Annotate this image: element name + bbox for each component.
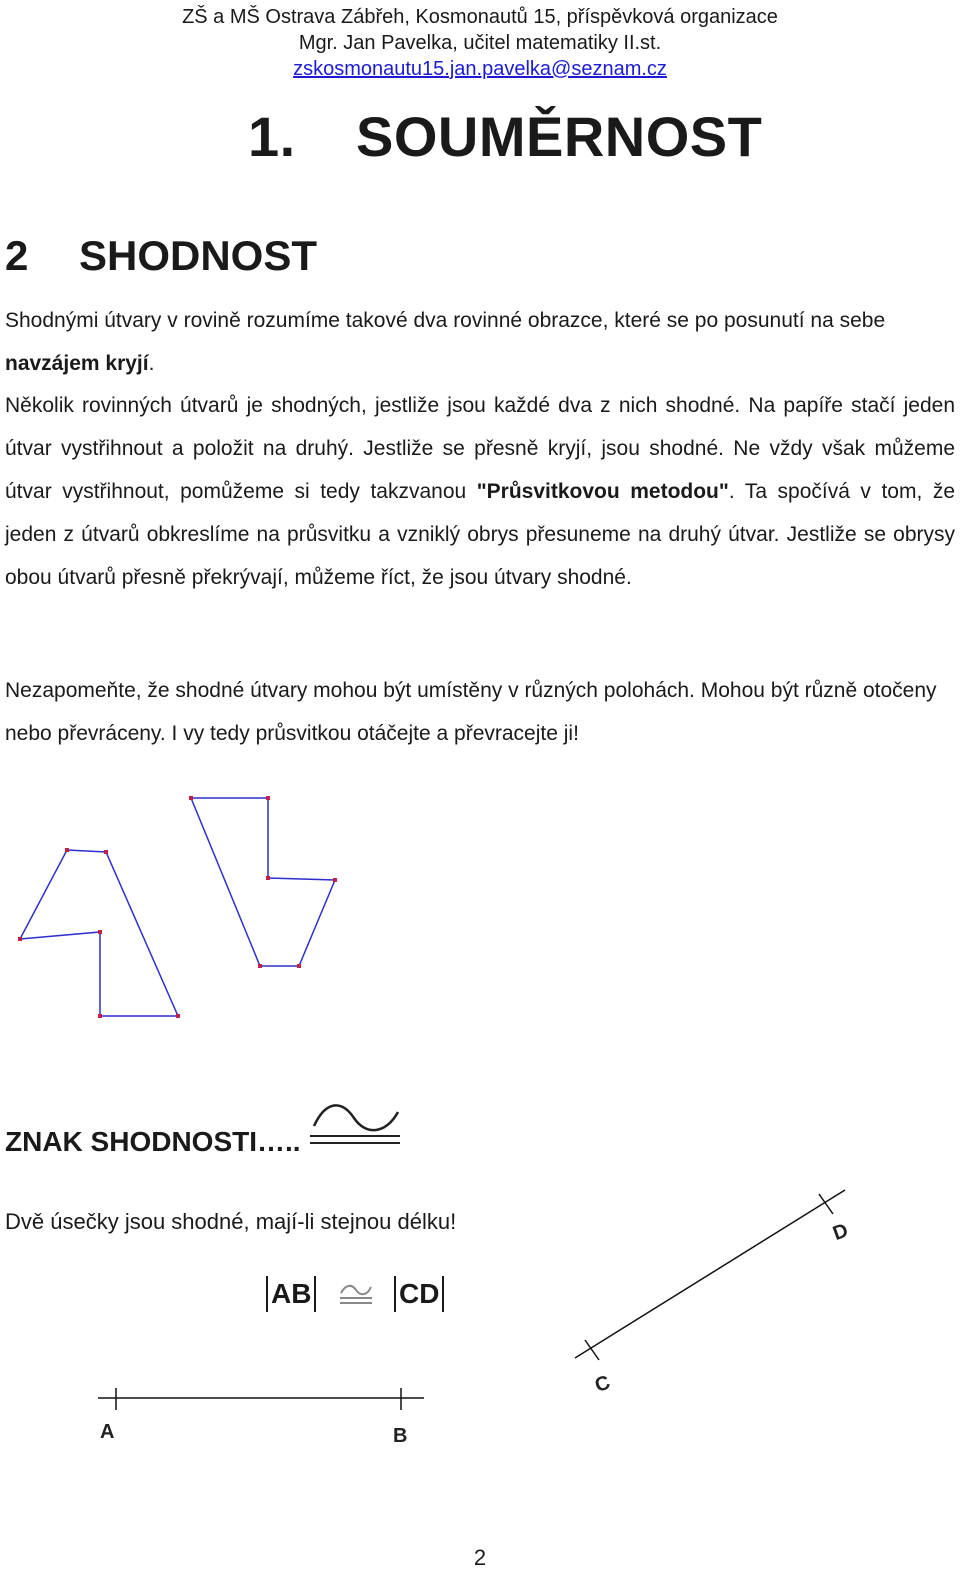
section-number: 2	[5, 232, 29, 279]
congruence-sign-label: ZNAK SHODNOSTI…..	[5, 1126, 301, 1157]
title-number: 1.	[248, 105, 296, 168]
para2-bold: "Průsvitkovou metodou"	[476, 480, 729, 503]
paragraph-positions	[5, 669, 955, 755]
para1-text: Shodnými útvary v rovině rozumíme takové dva rovinné obrazce, které se po posunutí na sebe	[5, 309, 886, 332]
segment-cd-figure	[565, 1180, 870, 1400]
point-c-label: C	[592, 1371, 614, 1398]
para3-text: Nezapomeňte, že shodné útvary mohou být umístěny v různých polohách. Mohou být různě otočeny nebo převráceny. I vy tedy průsvitkou otáčejte a převracejte ji!	[5, 679, 937, 745]
congruent-shapes-figure	[0, 760, 380, 1050]
equal-length-sentence: Dvě úsečky jsou shodné, mají-li stejnou délku!	[5, 1209, 457, 1234]
paragraph-method	[5, 384, 955, 599]
para1-bold: navzájem kryjí	[5, 352, 149, 375]
title-text: SOUMĚRNOST	[356, 105, 763, 168]
point-b-label: B	[393, 1425, 408, 1447]
page-title	[248, 104, 762, 169]
header-email[interactable]	[0, 56, 960, 82]
header-school: ZŠ a MŠ Ostrava Zábřeh, Kosmonautů 15, příspěvková organizace	[182, 6, 778, 28]
section-text: SHODNOST	[79, 232, 318, 279]
notation-ab: AB	[271, 1278, 312, 1309]
point-a-label: A	[100, 1421, 115, 1443]
page-number: 2	[473, 1545, 487, 1570]
shape-right	[191, 798, 335, 966]
email-link[interactable]: zskosmonautu15.jan.pavelka@seznam.cz	[293, 58, 667, 80]
para2-end: . Ta spočívá v tom, že jeden z útvarů obkreslíme na průsvitku a vzniklý obrys přesuneme na druhý útvar. Jestliže se obrysy obou útvarů přesně překrývají, můžeme říct, že jsou útvary shodné.	[5, 480, 956, 589]
congruence-small-icon	[338, 1282, 374, 1306]
para1-end: .	[148, 352, 155, 375]
para2-text: Několik rovinných útvarů je shodných, jestliže jsou každé dva z nich shodné. Na papíře stačí jeden útvar vystřihnout a položit na druhý. Jestliže se přesně kryjí, jsou shodné. Ne vždy však můžeme útvar vystřihnout, pomůžeme si tedy takzvanou	[5, 394, 955, 503]
point-d-label: D	[830, 1219, 852, 1246]
notation-cd: CD	[399, 1278, 440, 1309]
congruence-notation	[266, 1276, 444, 1316]
congruence-symbol-icon	[308, 1100, 404, 1154]
header-teacher: Mgr. Jan Pavelka, učitel matematiky II.st.	[298, 32, 662, 54]
section-heading	[5, 232, 317, 280]
segment-ab-figure	[90, 1380, 440, 1460]
paragraph-definition	[5, 299, 955, 385]
